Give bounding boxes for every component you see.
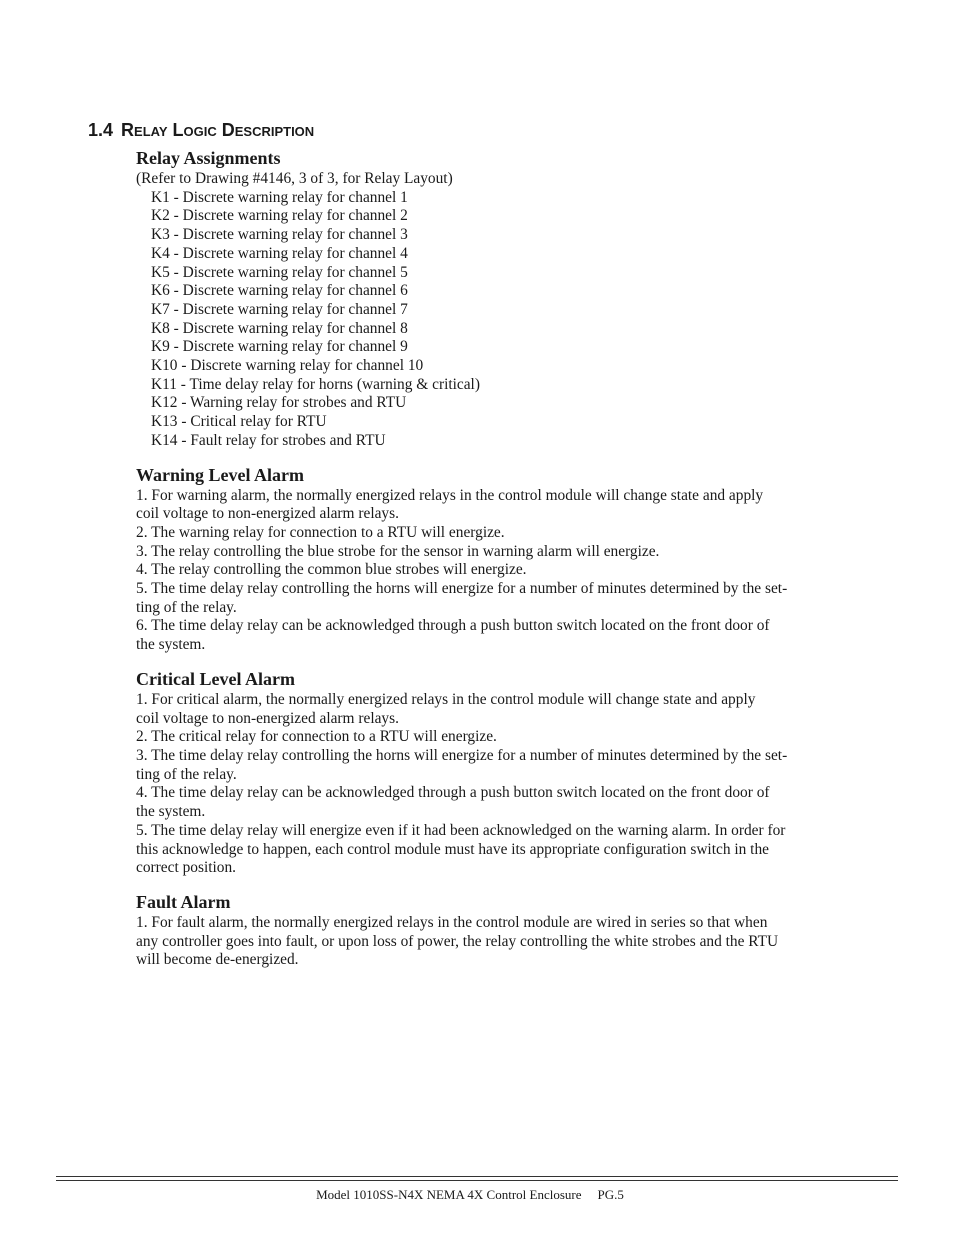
relay-item: K2 - Discrete warning relay for channel 2 [151, 207, 408, 225]
relay-list [136, 189, 876, 451]
warning-alarm-line: ting of the relay. [136, 598, 237, 616]
relay-item: K8 - Discrete warning relay for channel 8 [151, 319, 408, 337]
critical-alarm-section [136, 667, 876, 878]
footer-rule [56, 1176, 898, 1177]
warning-alarm-heading: Warning Level Alarm [136, 464, 304, 485]
relay-item: K5 - Discrete warning relay for channel 5 [151, 263, 408, 281]
section-title: Relay Logic Description [121, 120, 315, 140]
fault-alarm-heading: Fault Alarm [136, 891, 231, 912]
relay-assignments-section [136, 146, 876, 451]
fault-alarm-line: will become de-energized. [136, 951, 299, 969]
warning-alarm-line: 1. For warning alarm, the normally energized relays in the control module will change state and apply [136, 486, 764, 504]
warning-alarm-line: 6. The time delay relay can be acknowledged through a push button switch located on the front door of [136, 617, 770, 635]
critical-alarm-line: 2. The critical relay for connection to a RTU will energize. [136, 728, 497, 746]
critical-alarm-line: 3. The time delay relay controlling the horns will energize for a number of minutes determined by the set- [136, 746, 788, 764]
relay-item: K11 - Time delay relay for horns (warning & critical) [151, 375, 480, 393]
relay-item: K6 - Discrete warning relay for channel 6 [151, 282, 408, 300]
relay-item: K12 - Warning relay for strobes and RTU [151, 394, 407, 412]
warning-alarm-line: 4. The relay controlling the common blue strobes will energize. [136, 561, 527, 579]
relay-item: K1 - Discrete warning relay for channel 1 [151, 188, 408, 206]
footer-rule [56, 1180, 898, 1181]
fault-alarm-line: any controller goes into fault, or upon loss of power, the relay controlling the white strobes and the RTU [136, 932, 779, 950]
footer-page-number: PG.5 [597, 1187, 624, 1202]
critical-alarm-line: coil voltage to non-energized alarm relays. [136, 709, 399, 727]
warning-alarm-line: 3. The relay controlling the blue strobe for the sensor in warning alarm will energize. [136, 542, 660, 560]
critical-alarm-line: ting of the relay. [136, 765, 237, 783]
relay-item: K4 - Discrete warning relay for channel 4 [151, 244, 408, 262]
critical-alarm-heading: Critical Level Alarm [136, 668, 295, 689]
warning-alarm-line: 2. The warning relay for connection to a RTU will energize. [136, 523, 505, 541]
relay-assignments-heading: Relay Assignments [136, 148, 281, 168]
fault-alarm-line: 1. For fault alarm, the normally energized relays in the control module are wired in series so that when [136, 913, 768, 931]
relay-item: K14 - Fault relay for strobes and RTU [151, 431, 386, 449]
section-number: 1.4 [88, 120, 114, 140]
warning-alarm-line: the system. [136, 636, 206, 654]
warning-alarm-section [136, 463, 876, 655]
relay-item: K13 - Critical relay for RTU [151, 413, 327, 431]
critical-alarm-line: the system. [136, 803, 206, 821]
relay-item: K9 - Discrete warning relay for channel 9 [151, 338, 408, 356]
page-footer [0, 1186, 940, 1204]
relay-item: K10 - Discrete warning relay for channel 10 [151, 357, 424, 375]
warning-alarm-line: 5. The time delay relay controlling the horns will energize for a number of minutes determined by the set- [136, 580, 788, 598]
relay-item: K7 - Discrete warning relay for channel 7 [151, 300, 408, 318]
critical-alarm-line: correct position. [136, 859, 237, 877]
relay-layout-reference: (Refer to Drawing #4146, 3 of 3, for Relay Layout) [136, 170, 453, 187]
critical-alarm-line: 4. The time delay relay can be acknowledged through a push button switch located on the front door of [136, 784, 770, 802]
fault-alarm-section [136, 890, 876, 970]
document-body [136, 146, 876, 982]
critical-alarm-line: this acknowledge to happen, each control module must have its appropriate configuration switch in the [136, 840, 769, 858]
warning-alarm-line: coil voltage to non-energized alarm relays. [136, 505, 399, 523]
relay-item: K3 - Discrete warning relay for channel 3 [151, 226, 408, 244]
critical-alarm-line: 5. The time delay relay will energize even if it had been acknowledged on the warning alarm. In order for [136, 821, 786, 839]
section-heading [88, 118, 314, 142]
critical-alarm-line: 1. For critical alarm, the normally energized relays in the control module will change state and apply [136, 690, 756, 708]
footer-model: Model 1010SS-N4X NEMA 4X Control Enclosure [316, 1187, 582, 1202]
